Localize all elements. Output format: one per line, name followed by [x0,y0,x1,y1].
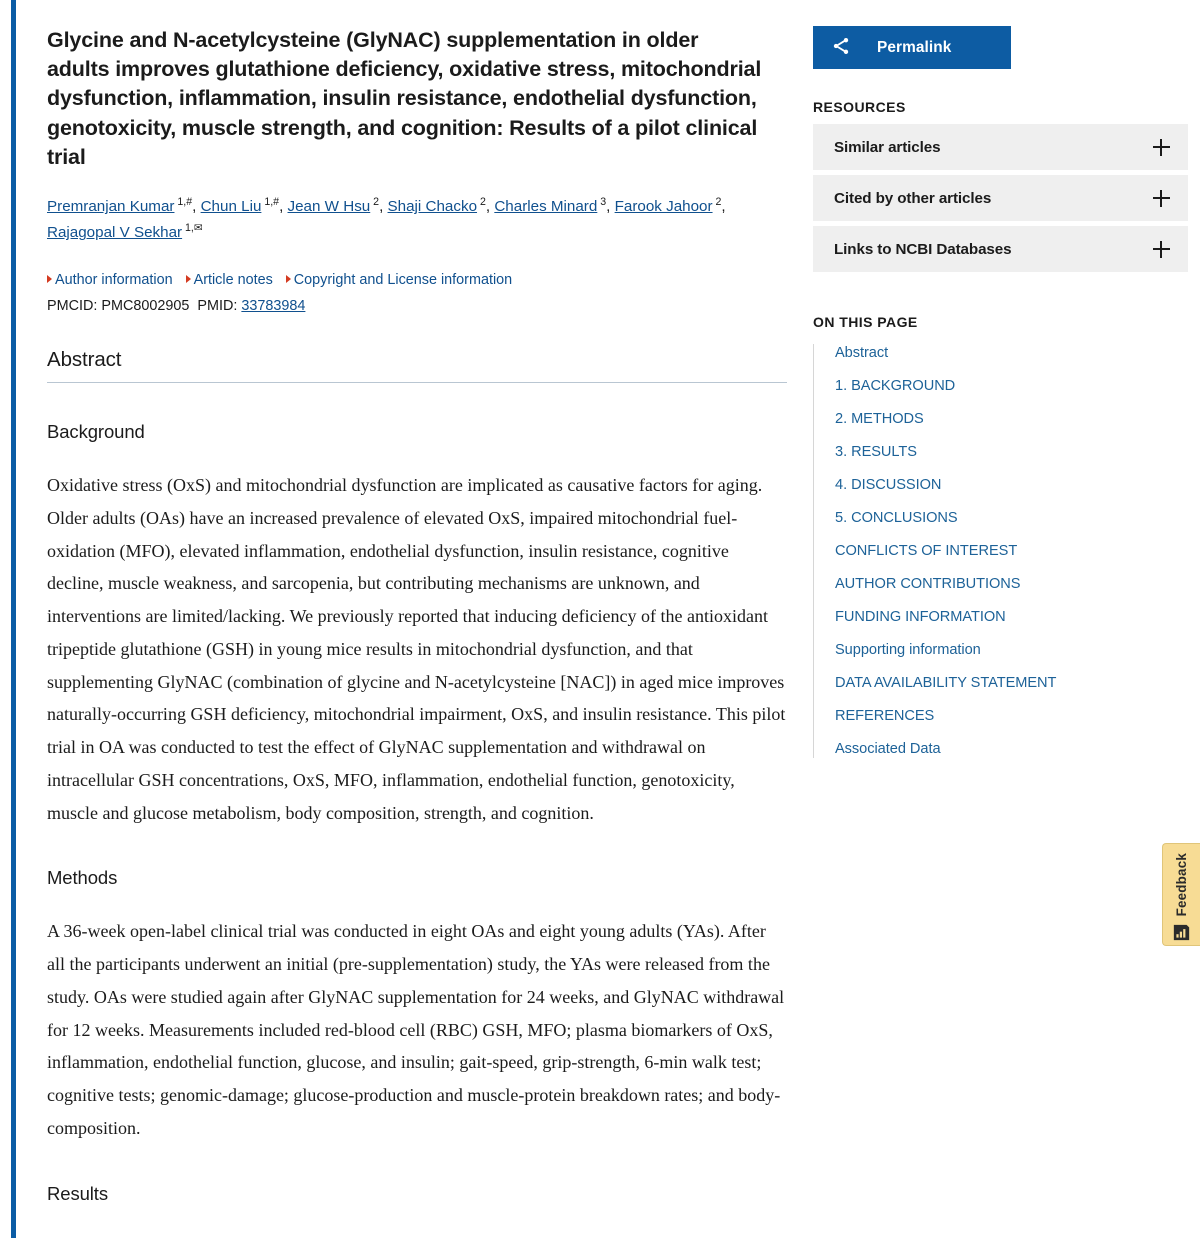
resources-row-similar-articles[interactable] [813,124,1188,170]
pmcid-label: PMCID: [47,298,98,315]
author-separator: , [379,198,388,216]
on-this-page-link-references[interactable]: REFERENCES [835,708,935,724]
plus-icon[interactable] [1153,190,1170,207]
resources-heading: RESOURCES [813,99,906,115]
permalink-button[interactable] [813,26,1011,69]
author-affiliation-marker: 3 [597,196,607,209]
on-this-page-link-data-availability-statement[interactable]: DATA AVAILABILITY STATEMENT [835,675,1057,691]
subsection-text-methods: A 36-week open-label clinical trial was conducted in eight OAs and eight young adults (YAs). After all the participants underwent an initial (pre-supplementation) study, the YAs were released from the study. OAs were studied again after GlyNAC supplementation for 24 weeks, and GlyNAC withdrawal for 12 weeks. Measurements included red-blood cell (RBC) GSH, MFO; plasma biomarkers of OxS, inflammation, endothelial function, glucose, and insulin; gait-speed, grip-strength, 6-min walk test; cognitive tests; genomic-damage; glucose-production and muscle-protein breakdown rates; and body-composition. [47,921,785,1138]
on-this-page-link-2-methods[interactable]: 2. METHODS [835,411,924,427]
on-this-page-item [835,377,1188,395]
abstract-heading: Abstract [47,348,787,383]
on-this-page-link-conflicts-of-interest[interactable]: CONFLICTS OF INTEREST [835,543,1018,559]
author-list [47,194,787,246]
author-link[interactable]: Premranjan Kumar [47,198,175,216]
author-separator: , [485,198,495,216]
meta-link-label: Copyright and License information [293,272,513,289]
subsection-heading-results: Results [47,1182,108,1204]
resources-row-label: Links to NCBI Databases [834,240,1012,258]
author-affiliation-marker: 1,# [174,196,193,209]
on-this-page-item [835,608,1188,626]
subsection-heading-background: Background [47,421,145,443]
author-affiliation-marker: 2 [370,196,380,209]
author-affiliation-marker: 2 [477,196,486,209]
feedback-label: Feedback [1174,853,1189,917]
triangle-right-icon [186,275,191,283]
article-identifiers [47,298,789,314]
chart-icon [1173,924,1190,946]
pmid-label: PMID: [197,298,238,315]
feedback-tab[interactable] [1162,843,1200,946]
author-link[interactable]: Chun Liu [200,198,262,216]
author-link[interactable]: Rajagopal V Sekhar [47,224,183,242]
meta-link-label: Article notes [193,272,273,289]
article-meta-links [47,270,789,292]
resources-row-links-to-ncbi-databases[interactable] [813,226,1188,272]
author-link[interactable]: Charles Minard [494,198,598,216]
author-link[interactable]: Shaji Chacko [387,198,478,216]
on-this-page-link-author-contributions[interactable]: AUTHOR CONTRIBUTIONS [835,576,1021,592]
on-this-page-heading: ON THIS PAGE [813,314,918,330]
author-link[interactable]: Jean W Hsu [287,198,371,216]
author-separator: , [192,198,201,216]
author-separator: , [279,198,288,216]
on-this-page-item [835,476,1188,494]
pmcid-value: PMC8002905 [101,298,190,315]
author-affiliation-marker: 1,✉ [182,222,203,235]
pmid-link[interactable]: 33783984 [241,298,306,315]
sidebar [813,26,1188,758]
on-this-page-item [835,740,1188,758]
author-separator: , [721,198,726,216]
on-this-page-list [813,344,1188,758]
subsection-heading-methods: Methods [47,867,118,889]
resources-row-cited-by-other-articles[interactable] [813,175,1188,221]
on-this-page-item [835,542,1188,560]
resources-list [813,124,1188,272]
on-this-page-item [835,443,1188,461]
resources-row-label: Similar articles [834,138,941,156]
article-main-column [47,26,789,1205]
subsection-text-background: Oxidative stress (OxS) and mitochondrial dysfunction are implicated as causative factors for aging. Older adults (OAs) have an increased prevalence of elevated OxS, impaired mitochondrial fuel-oxidation (MFO), elevated inflammation, endothelial dysfunction, insulin resistance, cognitive decline, muscle weakness, and sarcopenia, but contributing mechanisms are unknown, and interventions are limited/lacking. We previously reported that inducing deficiency of the antioxidant tripeptide glutathione (GSH) in young mice results in mitochondrial dysfunction, and that supplementing GlyNAC (combination of glycine and N-acetylcysteine [NAC]) in aged mice improves naturally-occurring GSH deficiency, mitochondrial impairment, OxS, and insulin resistance. This pilot trial in OA was conducted to test the effect of GlyNAC supplementation and withdrawal on intracellular GSH concentrations, OxS, MFO, inflammation, endothelial function, genotoxicity, muscle and glucose metabolism, body composition, strength, and cognition. [47,475,786,823]
on-this-page-link-supporting-information[interactable]: Supporting information [835,642,981,658]
meta-link-copyright-and-license-information[interactable] [286,272,512,288]
author-separator: , [606,198,615,216]
on-this-page-item [835,707,1188,725]
on-this-page-item [835,641,1188,659]
author-affiliation-marker: 2 [712,196,722,209]
on-this-page-item [835,674,1188,692]
author-affiliation-marker: 1,# [261,196,280,209]
on-this-page-item [835,410,1188,428]
meta-link-label: Author information [55,272,173,289]
on-this-page-item [835,509,1188,527]
plus-icon[interactable] [1153,241,1170,258]
on-this-page-link-associated-data[interactable]: Associated Data [835,741,941,757]
on-this-page-link-5-conclusions[interactable]: 5. CONCLUSIONS [835,510,958,526]
author-link[interactable]: Farook Jahoor [614,198,713,216]
permalink-label: Permalink [877,38,952,56]
on-this-page-link-3-results[interactable]: 3. RESULTS [835,444,917,460]
share-icon [831,36,851,59]
meta-link-article-notes[interactable] [186,272,273,288]
on-this-page-link-4-discussion[interactable]: 4. DISCUSSION [835,477,942,493]
meta-link-author-information[interactable] [47,272,173,288]
on-this-page-link-abstract[interactable]: Abstract [835,345,889,361]
on-this-page-link-1-background[interactable]: 1. BACKGROUND [835,378,956,394]
triangle-right-icon [47,275,52,283]
on-this-page-item [835,344,1188,362]
page-title: Glycine and N-acetylcysteine (GlyNAC) supplementation in older adults improves glutathione deficiency, oxidative stress, mitochondrial dysfunction, inflammation, insulin resistance, endothelial dysfunction, genotoxicity, muscle strength, and cognition: Results of a pilot clinical trial [47,28,762,169]
on-this-page-link-funding-information[interactable]: FUNDING INFORMATION [835,609,1006,625]
plus-icon[interactable] [1153,139,1170,156]
on-this-page-item [835,575,1188,593]
resources-row-label: Cited by other articles [834,189,992,207]
triangle-right-icon [286,275,291,283]
